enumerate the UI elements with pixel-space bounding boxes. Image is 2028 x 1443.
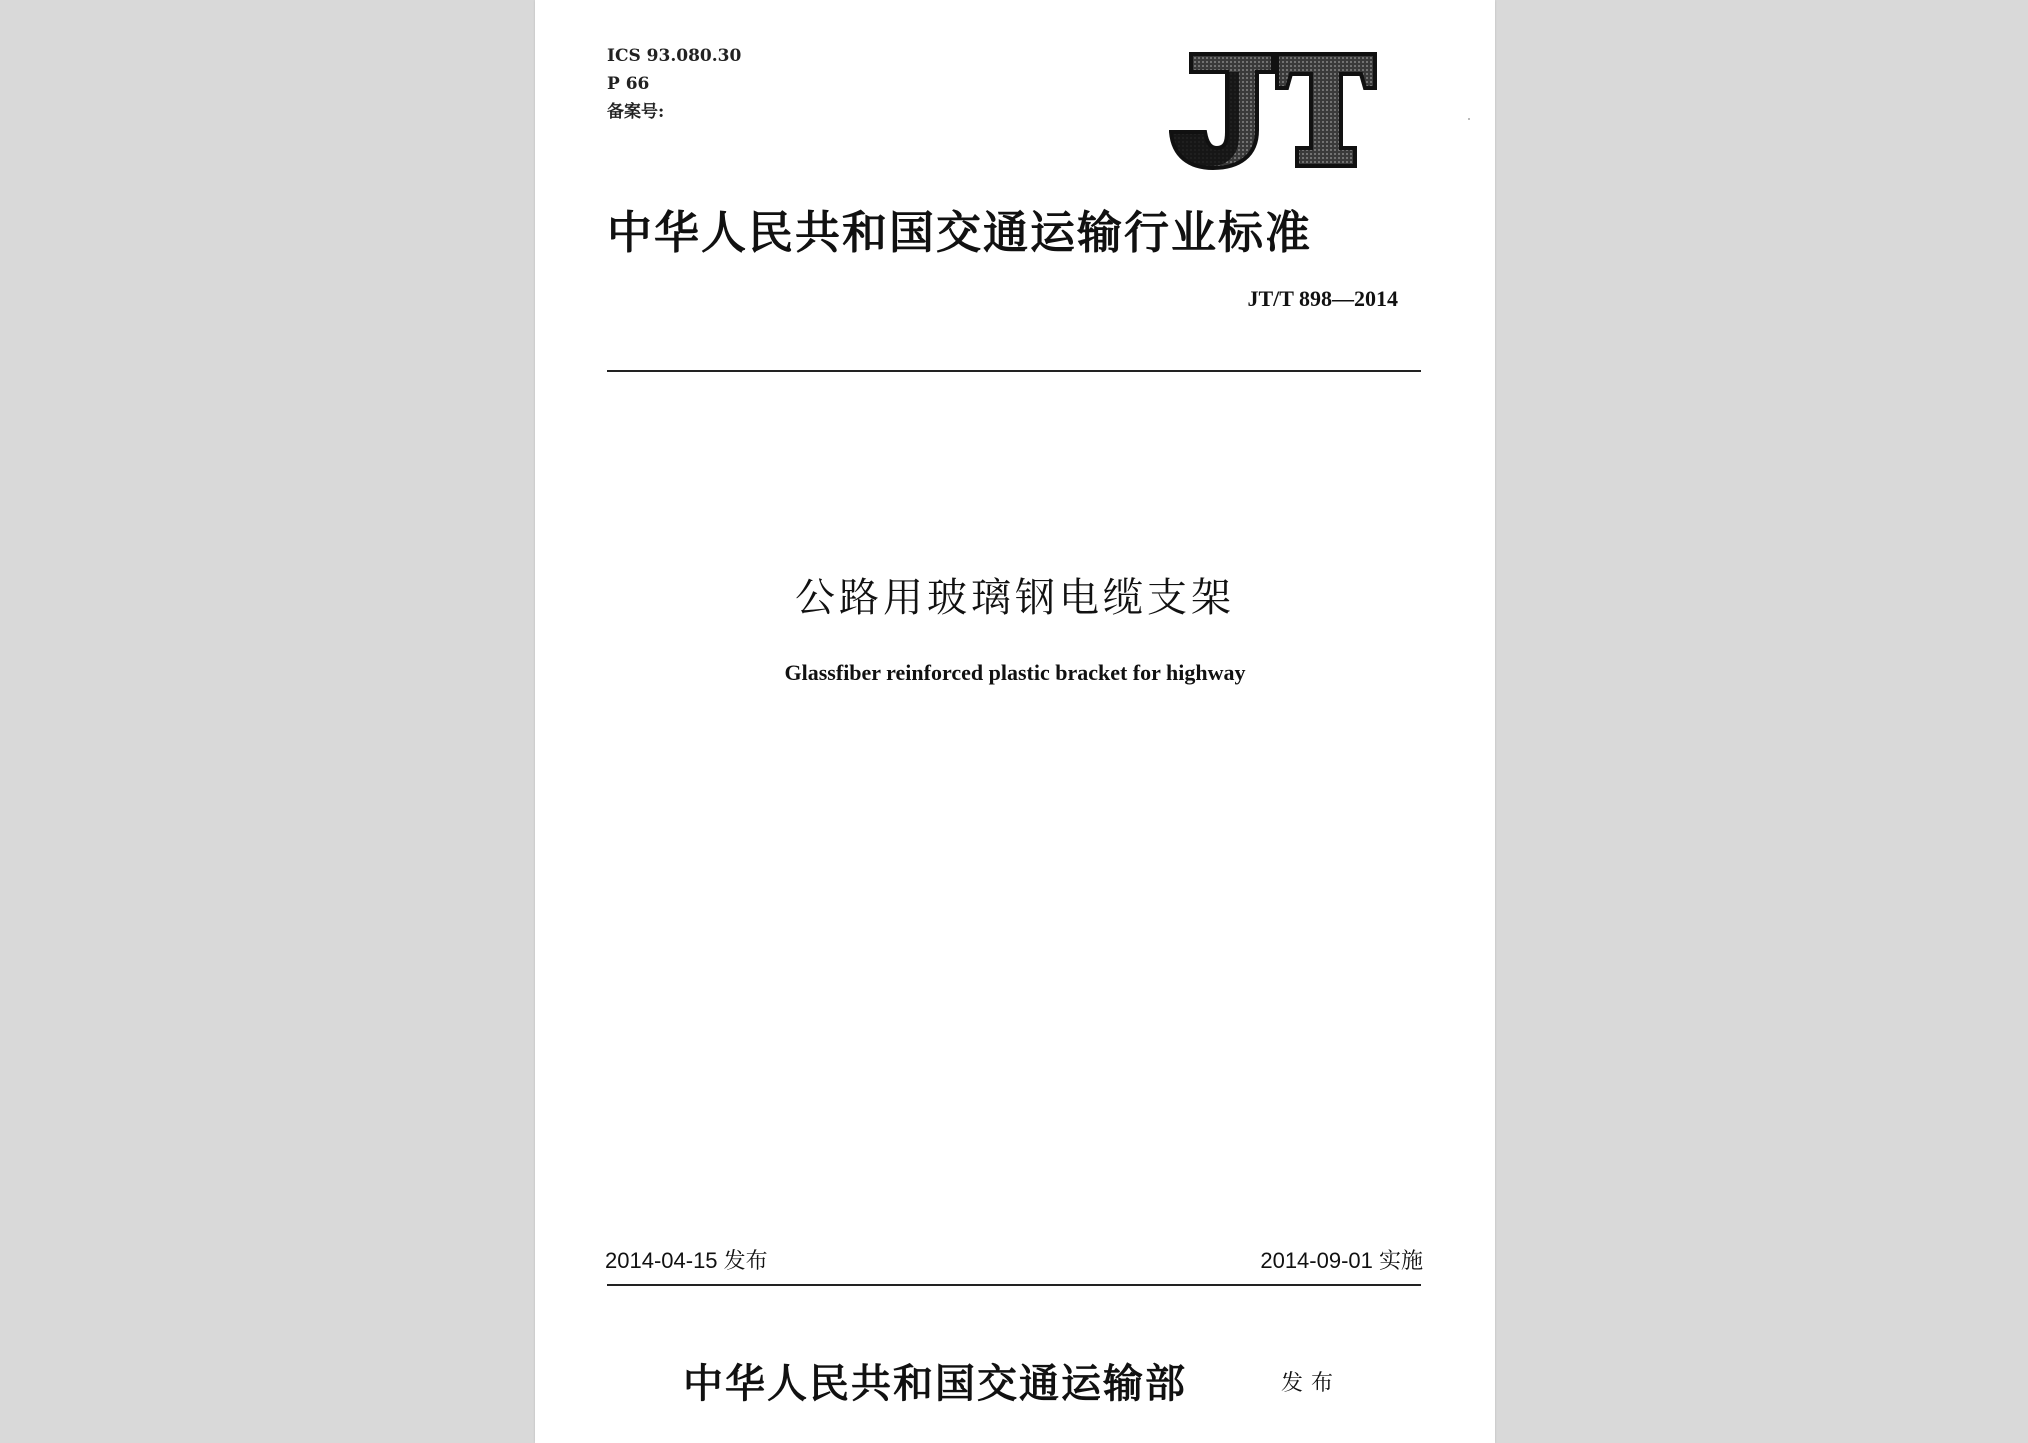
document-page <box>535 0 1495 1443</box>
effective-date: 2014-09-01 实施 <box>1260 1248 1423 1273</box>
document-title-cn: 公路用玻璃钢电缆支架 <box>795 575 1235 621</box>
ics-code: ICS 93.080.30 <box>607 46 742 66</box>
document-title-en: Glassfiber reinforced plastic bracket for highway <box>784 660 1246 685</box>
header-meta <box>607 42 741 126</box>
p-code: P 66 <box>607 74 650 94</box>
publish-label: 发布 <box>1281 1371 1342 1396</box>
issue-date: 2014-04-15 发布 <box>605 1248 768 1273</box>
top-divider <box>607 370 1421 372</box>
record-number-label: 备案号: <box>607 102 665 122</box>
publisher-name: 中华人民共和国交通运输部 <box>683 1360 1187 1407</box>
jt-logo <box>1169 52 1379 170</box>
bottom-divider <box>607 1284 1421 1286</box>
industry-standard-title: 中华人民共和国交通运输行业标准 <box>607 206 1313 259</box>
standard-number: JT/T 898—2014 <box>1247 286 1398 311</box>
logo-text: JT <box>1273 121 1275 123</box>
scan-speck <box>1468 118 1470 120</box>
